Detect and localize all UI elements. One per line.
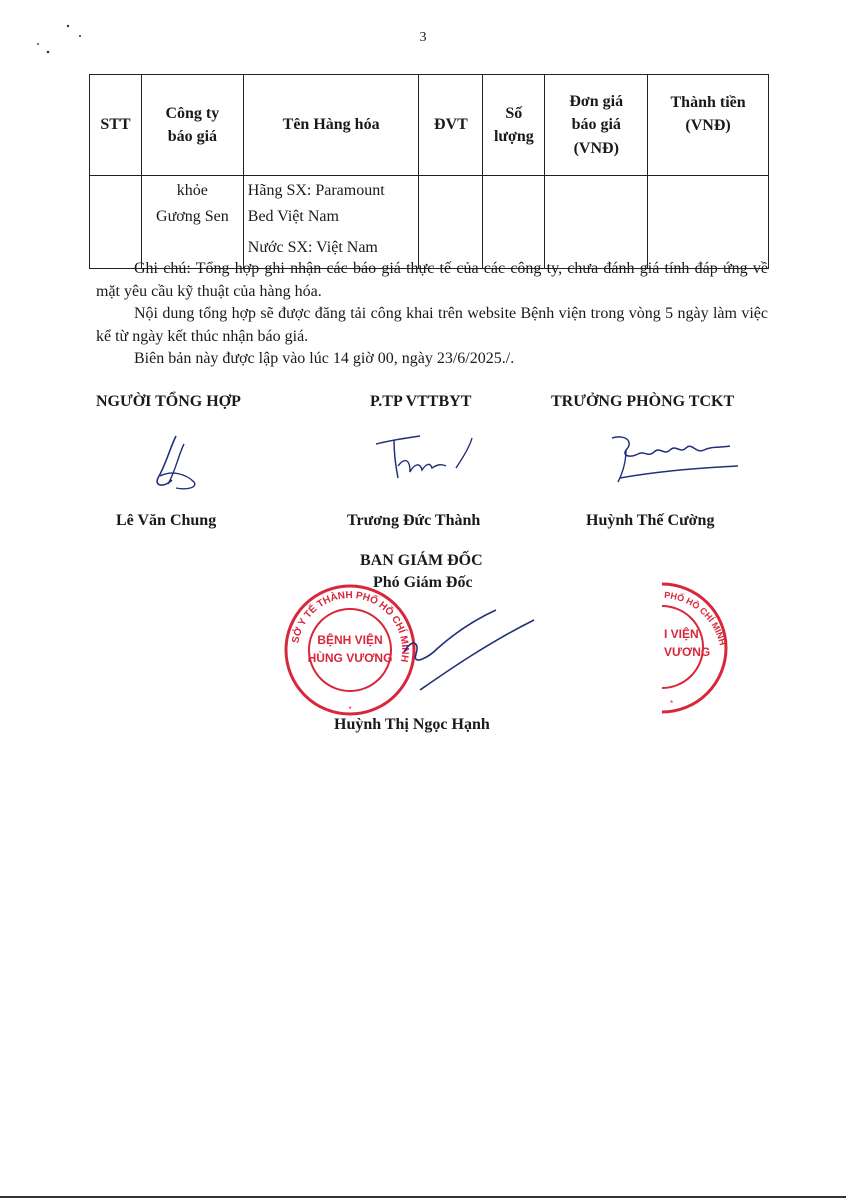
- header-price-line2: báo giá: [571, 116, 621, 134]
- cell-quantity: [483, 176, 545, 269]
- quotation-table: [89, 74, 769, 269]
- cell-goods-line1: Hãng SX: Paramount: [247, 182, 385, 199]
- board-name: Huỳnh Thị Ngọc Hạnh: [334, 716, 490, 733]
- scan-specks: [30, 22, 90, 62]
- header-price-line3: (VNĐ): [573, 139, 619, 157]
- cell-company: [141, 176, 243, 269]
- header-total: [648, 75, 769, 176]
- header-company: [141, 75, 243, 176]
- cell-goods-line3: Nước SX: Việt Nam: [247, 239, 378, 257]
- stamp-center-line1: BỆNH VIỆN: [317, 633, 383, 647]
- board-subtitle: Phó Giám Đốc: [373, 574, 473, 591]
- cell-stt: [90, 176, 142, 269]
- deputy-signature: [372, 428, 482, 488]
- note-remark: Ghi chú: Tổng hợp ghi nhận các báo giá thực tế của các công ty, chưa đánh giá tính đáp ứng về mặt yêu cầu kỹ thuật của hàng hóa.: [96, 260, 768, 300]
- hospital-stamp-partial: [660, 574, 730, 714]
- header-total-line2: (VNĐ): [685, 117, 731, 135]
- header-unit: ĐVT: [419, 75, 483, 176]
- header-company-line2: báo giá: [167, 128, 218, 145]
- stamp-partial-star: *: [670, 699, 674, 708]
- compiler-name: Lê Văn Chung: [116, 512, 217, 529]
- stamp-partial-line2: VƯƠNG: [664, 645, 711, 659]
- header-price-line1: Đơn giá: [569, 93, 624, 111]
- deputy-title: P.TP VTTBYT: [370, 393, 472, 410]
- cell-total: [648, 176, 769, 269]
- cell-goods: [243, 176, 419, 269]
- stamp-partial-ring-text: PHỐ HỒ CHÍ MINH: [663, 589, 728, 647]
- cell-unit: [419, 176, 483, 269]
- header-goods: Tên Hàng hóa: [243, 75, 419, 176]
- compiler-signature: [146, 430, 206, 496]
- finance-title: TRƯỞNG PHÒNG TCKT: [551, 393, 735, 410]
- scan-bottom-edge: [0, 1196, 846, 1198]
- header-company-line1: Công ty: [165, 104, 220, 122]
- finance-name: Huỳnh Thế Cường: [586, 512, 715, 529]
- deputy-name: Trương Đức Thành: [347, 512, 481, 529]
- board-title: BAN GIÁM ĐỐC: [360, 552, 483, 569]
- header-total-line1: Thành tiền: [670, 94, 746, 111]
- stamp-ring-text: SỞ Y TẾ THÀNH PHỐ HỒ CHÍ MINH: [290, 589, 411, 663]
- stamp-partial-line1: I VIỆN: [664, 627, 699, 641]
- note-record-time: Biên bản này được lập vào lúc 14 giờ 00, ngày 23/6/2025./.: [134, 350, 515, 367]
- cell-unit-price: [545, 176, 648, 269]
- page-number: 3: [419, 30, 427, 45]
- header-quantity: [483, 75, 545, 176]
- header-quantity-line2: lượng: [493, 128, 534, 145]
- note-publication: Nội dung tổng hợp sẽ được đăng tải công khai trên website Bệnh viện trong vòng 5 ngày làm việc kể từ ngày kết thúc nhận báo giá.: [96, 305, 768, 345]
- table-row: [90, 176, 769, 269]
- cell-goods-line2: Bed Việt Nam: [247, 207, 339, 225]
- table-header-row: [90, 75, 769, 176]
- stamp-star: *: [348, 705, 352, 714]
- compiler-title: NGƯỜI TỔNG HỢP: [96, 393, 241, 410]
- cell-company-line2: Gương Sen: [156, 207, 229, 225]
- finance-signature: [604, 428, 744, 488]
- stamp-center-line2: HÙNG VƯƠNG: [307, 651, 393, 665]
- cell-company-line1: khỏe: [176, 182, 208, 199]
- header-stt: STT: [90, 75, 142, 176]
- header-unit-price: [545, 75, 648, 176]
- notes-section: [96, 258, 768, 371]
- director-signature: [398, 608, 538, 694]
- header-quantity-line1: Số: [505, 104, 523, 122]
